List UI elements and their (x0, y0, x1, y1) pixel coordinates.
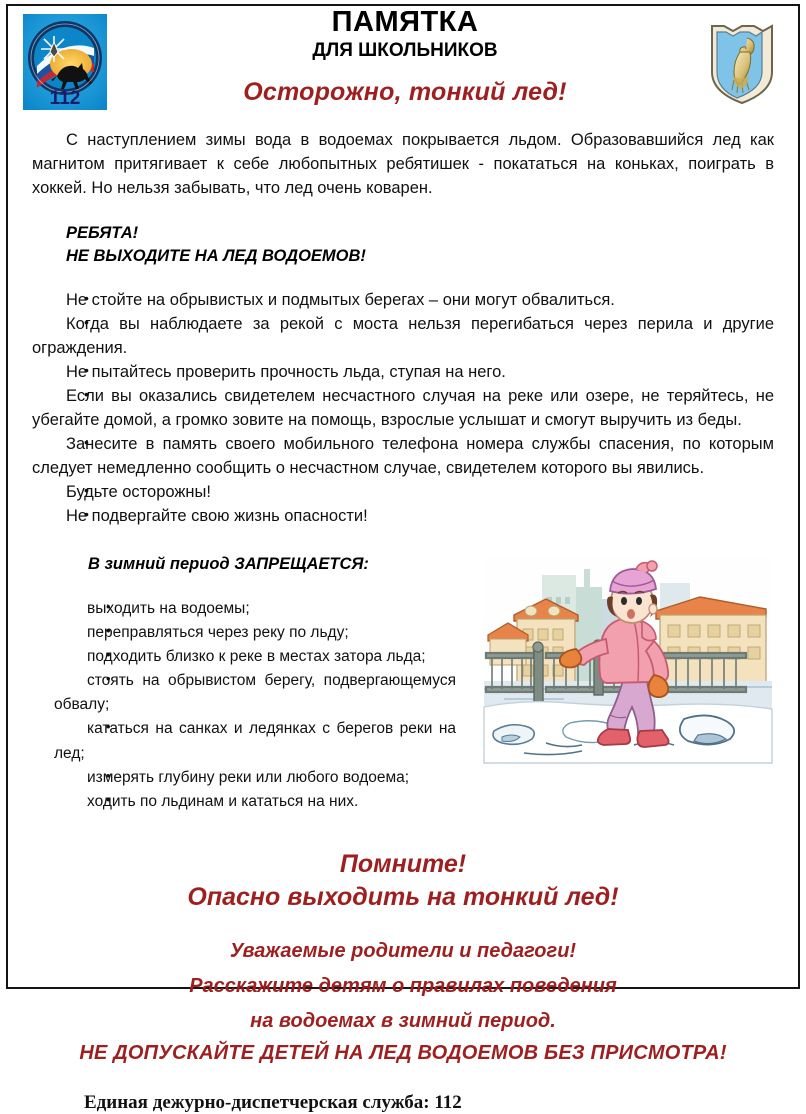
footer-spacer (26, 914, 780, 934)
poster-content (0, 128, 806, 1114)
headline-warning: Осторожно, тонкий лед! (243, 78, 567, 107)
footer-tell-line2: на водоемах в зимний период. (250, 1009, 556, 1032)
list-item (32, 432, 774, 480)
list-item (54, 597, 456, 621)
list-item (54, 766, 456, 790)
list-item (54, 645, 456, 669)
list-item (32, 480, 774, 504)
list-item-text: измерять глубину реки или любого водоема; (87, 768, 410, 786)
list-item-text: выходить на водоемы; (87, 599, 250, 617)
saratov-oblast-coat-of-arms (703, 16, 781, 108)
list-item (32, 360, 774, 384)
edds-112-emblem (23, 14, 107, 110)
safety-rules-list (26, 288, 780, 529)
list-item-text: Не стойте на обрывистых и подмытых берегах – они могут обвалиться. (66, 290, 615, 309)
prohibitions-heading: В зимний период ЗАПРЕЩАЕТСЯ: (88, 554, 369, 573)
call-to-kids-line2: НЕ ВЫХОДИТЕ НА ЛЕД ВОДОЕМОВ! (66, 247, 366, 265)
list-item-text: Когда вы наблюдаете за рекой с моста нельзя перегибаться через перила и другие ограждения. (32, 314, 774, 357)
footer-warning-caps: НЕ ДОПУСКАЙТЕ ДЕТЕЙ НА ЛЕД ВОДОЕМОВ БЕЗ ПРИСМОТРА! (79, 1042, 727, 1065)
child-on-thin-ice-illustration (484, 557, 772, 763)
list-item (32, 312, 774, 360)
footer-parents-address: Уважаемые родители и педагоги! (229, 940, 577, 963)
title-block (120, 6, 690, 107)
list-item-text: кататься на санках и ледянках с берегов реки на лед; (54, 720, 456, 762)
list-item (54, 621, 456, 645)
page-title: ПАМЯТКА (331, 6, 479, 38)
list-item-text: подходить близко к реке в местах затора льда; (87, 647, 426, 665)
list-item-text: Будьте осторожны! (66, 483, 211, 502)
prohibitions-section (26, 555, 780, 815)
list-item-text: переправляться через реку по льду; (87, 623, 349, 641)
list-item-text: Если вы оказались свидетелем несчастного случая на реке или озере, не теряйтесь, не убегайте домой, а громко зовите на помощь, взрослые услышат и смогут выручить из беды. (32, 387, 774, 430)
emergency-service-line: Единая дежурно-диспетчерская служба: 112 (84, 1092, 462, 1114)
list-item (32, 384, 774, 432)
list-item (54, 717, 456, 765)
intro-paragraph: С наступлением зимы вода в водоемах покрывается льдом. Образовавшийся лед как магнитом притягивает к себе любопытных ребятишек - покататься на коньках, поиграть в хоккей. Но нельзя забывать, что лед очень коварен. (32, 131, 774, 198)
call-to-kids-line1: РЕБЯТА! (66, 224, 139, 243)
footer-remember: Помните! (339, 850, 467, 879)
call-to-kids (66, 222, 780, 268)
emblem-112-number: 112 (49, 88, 81, 109)
list-item-text: Не подвергайте свою жизнь опасности! (66, 507, 368, 526)
list-item (32, 288, 774, 312)
list-item-text: Занесите в память своего мобильного телефона номера службы спасения, по которым следует немедленно сообщить о несчастном случае, свидетелем которого вы явились. (32, 435, 774, 478)
list-item (54, 790, 456, 814)
list-item-text: стоять на обрывистом берегу, подвергающемуся обвалу; (54, 672, 456, 714)
footer-tell-line1: Расскажите детям о правилах поведения (189, 974, 617, 997)
prohibitions-list (26, 597, 456, 815)
list-item-text: Не пытайтесь проверить прочность льда, ступая на него. (66, 363, 506, 381)
list-item (54, 669, 456, 717)
poster-header (0, 0, 806, 128)
list-item-text: ходить по льдинам и кататься на них. (87, 792, 359, 810)
list-item (32, 504, 774, 528)
footer-danger: Опасно выходить на тонкий лед! (187, 883, 619, 912)
poster-footer (26, 848, 780, 1068)
page-subtitle: ДЛЯ ШКОЛЬНИКОВ (312, 40, 498, 62)
